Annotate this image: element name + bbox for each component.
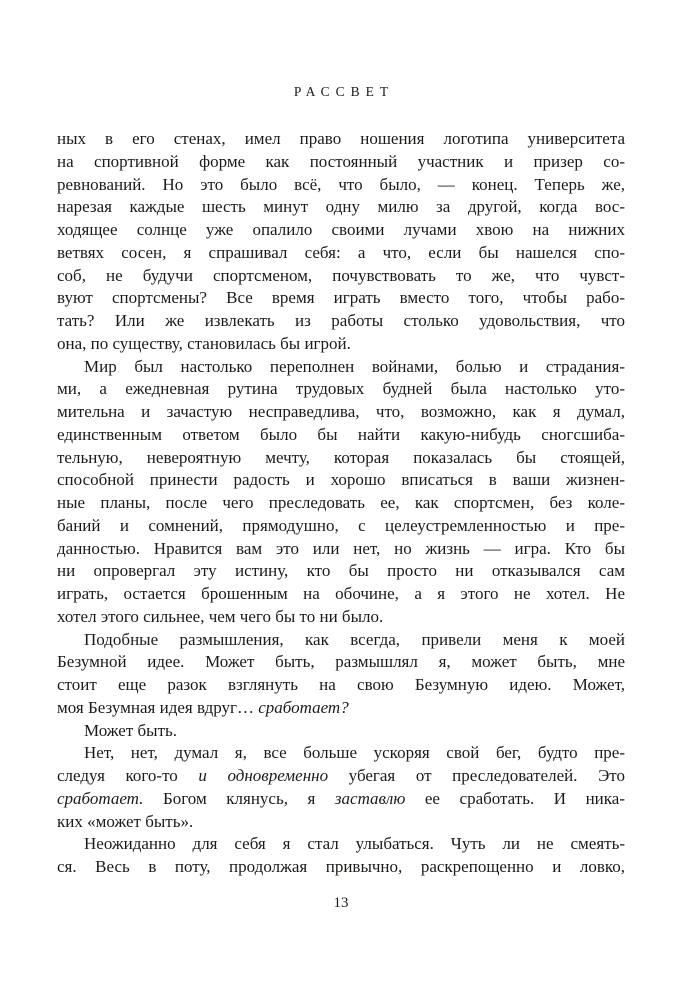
text-segment: следуя кого-то [57,766,199,785]
text-line [57,788,625,811]
text-line: нарезая каждые шесть минут одну милю за другой, когда вос- [57,197,625,217]
text-line: играть, остается брошенным на обочине, а я этого не хотел. Не [57,584,625,603]
text-line: ветвях сосен, я спрашивал себя: а что, если бы нашелся спо- [57,242,625,262]
emphasized-word: заставлю [334,788,406,808]
text-line: стоит еще разок взглянуть на свою Безумную идею. Может, [57,675,625,694]
emphasized-word: сработает? [258,697,349,717]
text-line: Может быть. [84,720,178,740]
text-line: ходящее солнце уже опалило своими лучами хвою на нижних [57,220,625,239]
text-line: соб, не будучи спортсменом, почувствовать то же, что чувст- [57,265,625,285]
text-line: Нет, нет, думал я, все больше ускоряя свой бег, будто пре- [84,743,625,763]
paragraph [57,720,625,743]
emphasized-word: и одновременно [198,766,329,785]
paragraph [57,356,625,629]
text-line: вуют спортсмены? Все время играть вместо того, чтобы рабо- [57,288,625,308]
text-line: данностью. Нравится вам это или нет, но жизнь — игра. Кто бы [57,538,625,558]
paragraph [57,742,625,833]
text-line: ревнований. Но это было всё, что было, — конец. Теперь же, [57,174,625,194]
text-line: ся. Весь в поту, продолжая привычно, раскрепощенно и ловко, [57,857,625,876]
text-line: ных в его стенах, имел право ношения логотипа университета [57,129,625,148]
text-segment: Богом клянусь, я [143,788,335,808]
text-line: на спортивной форме как постоянный участник и призер со- [57,151,625,171]
text-line: единственным ответом было бы найти какую-нибудь сногсшиба- [57,424,625,444]
emphasized-word: сработает. [57,788,144,808]
text-line: ми, а ежедневная рутина трудовых будней была настолько уто- [57,379,625,399]
text-line: способной принести радость и хорошо вписаться в ваши жизнен- [57,470,625,490]
paragraph [57,128,625,356]
text-line [57,765,625,788]
text-line: Мир был настолько переполнен войнами, болью и страдания- [84,356,625,376]
text-line: хотел этого сильнее, чем чего бы то ни было. [57,606,384,626]
paragraph [57,833,625,879]
running-header: РАССВЕТ [293,84,395,99]
text-segment: ее сработать. И ника- [405,788,625,808]
text-line: ные планы, после чего преследовать ее, как спортсмен, без коле- [57,493,625,512]
text-line: ких «может быть». [57,811,194,831]
page-body [57,128,625,879]
text-segment: моя Безумная идея вдруг… [57,697,259,717]
page-number: 13 [333,895,349,911]
text-line [57,697,625,720]
text-segment: убегая от преследователей. Это [328,766,625,785]
text-line: Безумной идее. Может быть, размышлял я, может быть, мне [57,652,625,672]
text-line: тельную, невероятную мечту, которая показалась бы стоящей, [57,447,625,467]
text-line: тать? Или же извлекать из работы столько удовольствия, что [57,311,625,330]
text-line: она, по существу, становилась бы игрой. [57,333,351,353]
text-line: баний и сомнений, прямодушно, с целеустремленностью и пре- [57,515,625,535]
text-line: Неожиданно для себя я стал улыбаться. Чуть ли не смеять- [84,834,625,854]
text-line: ни опровергал эту истину, кто бы просто ни отказывался сам [57,561,625,581]
text-line: мительна и зачастую несправедлива, что, возможно, как я думал, [57,402,625,421]
text-line: Подобные размышления, как всегда, привели меня к моей [84,629,625,649]
paragraph [57,629,625,720]
